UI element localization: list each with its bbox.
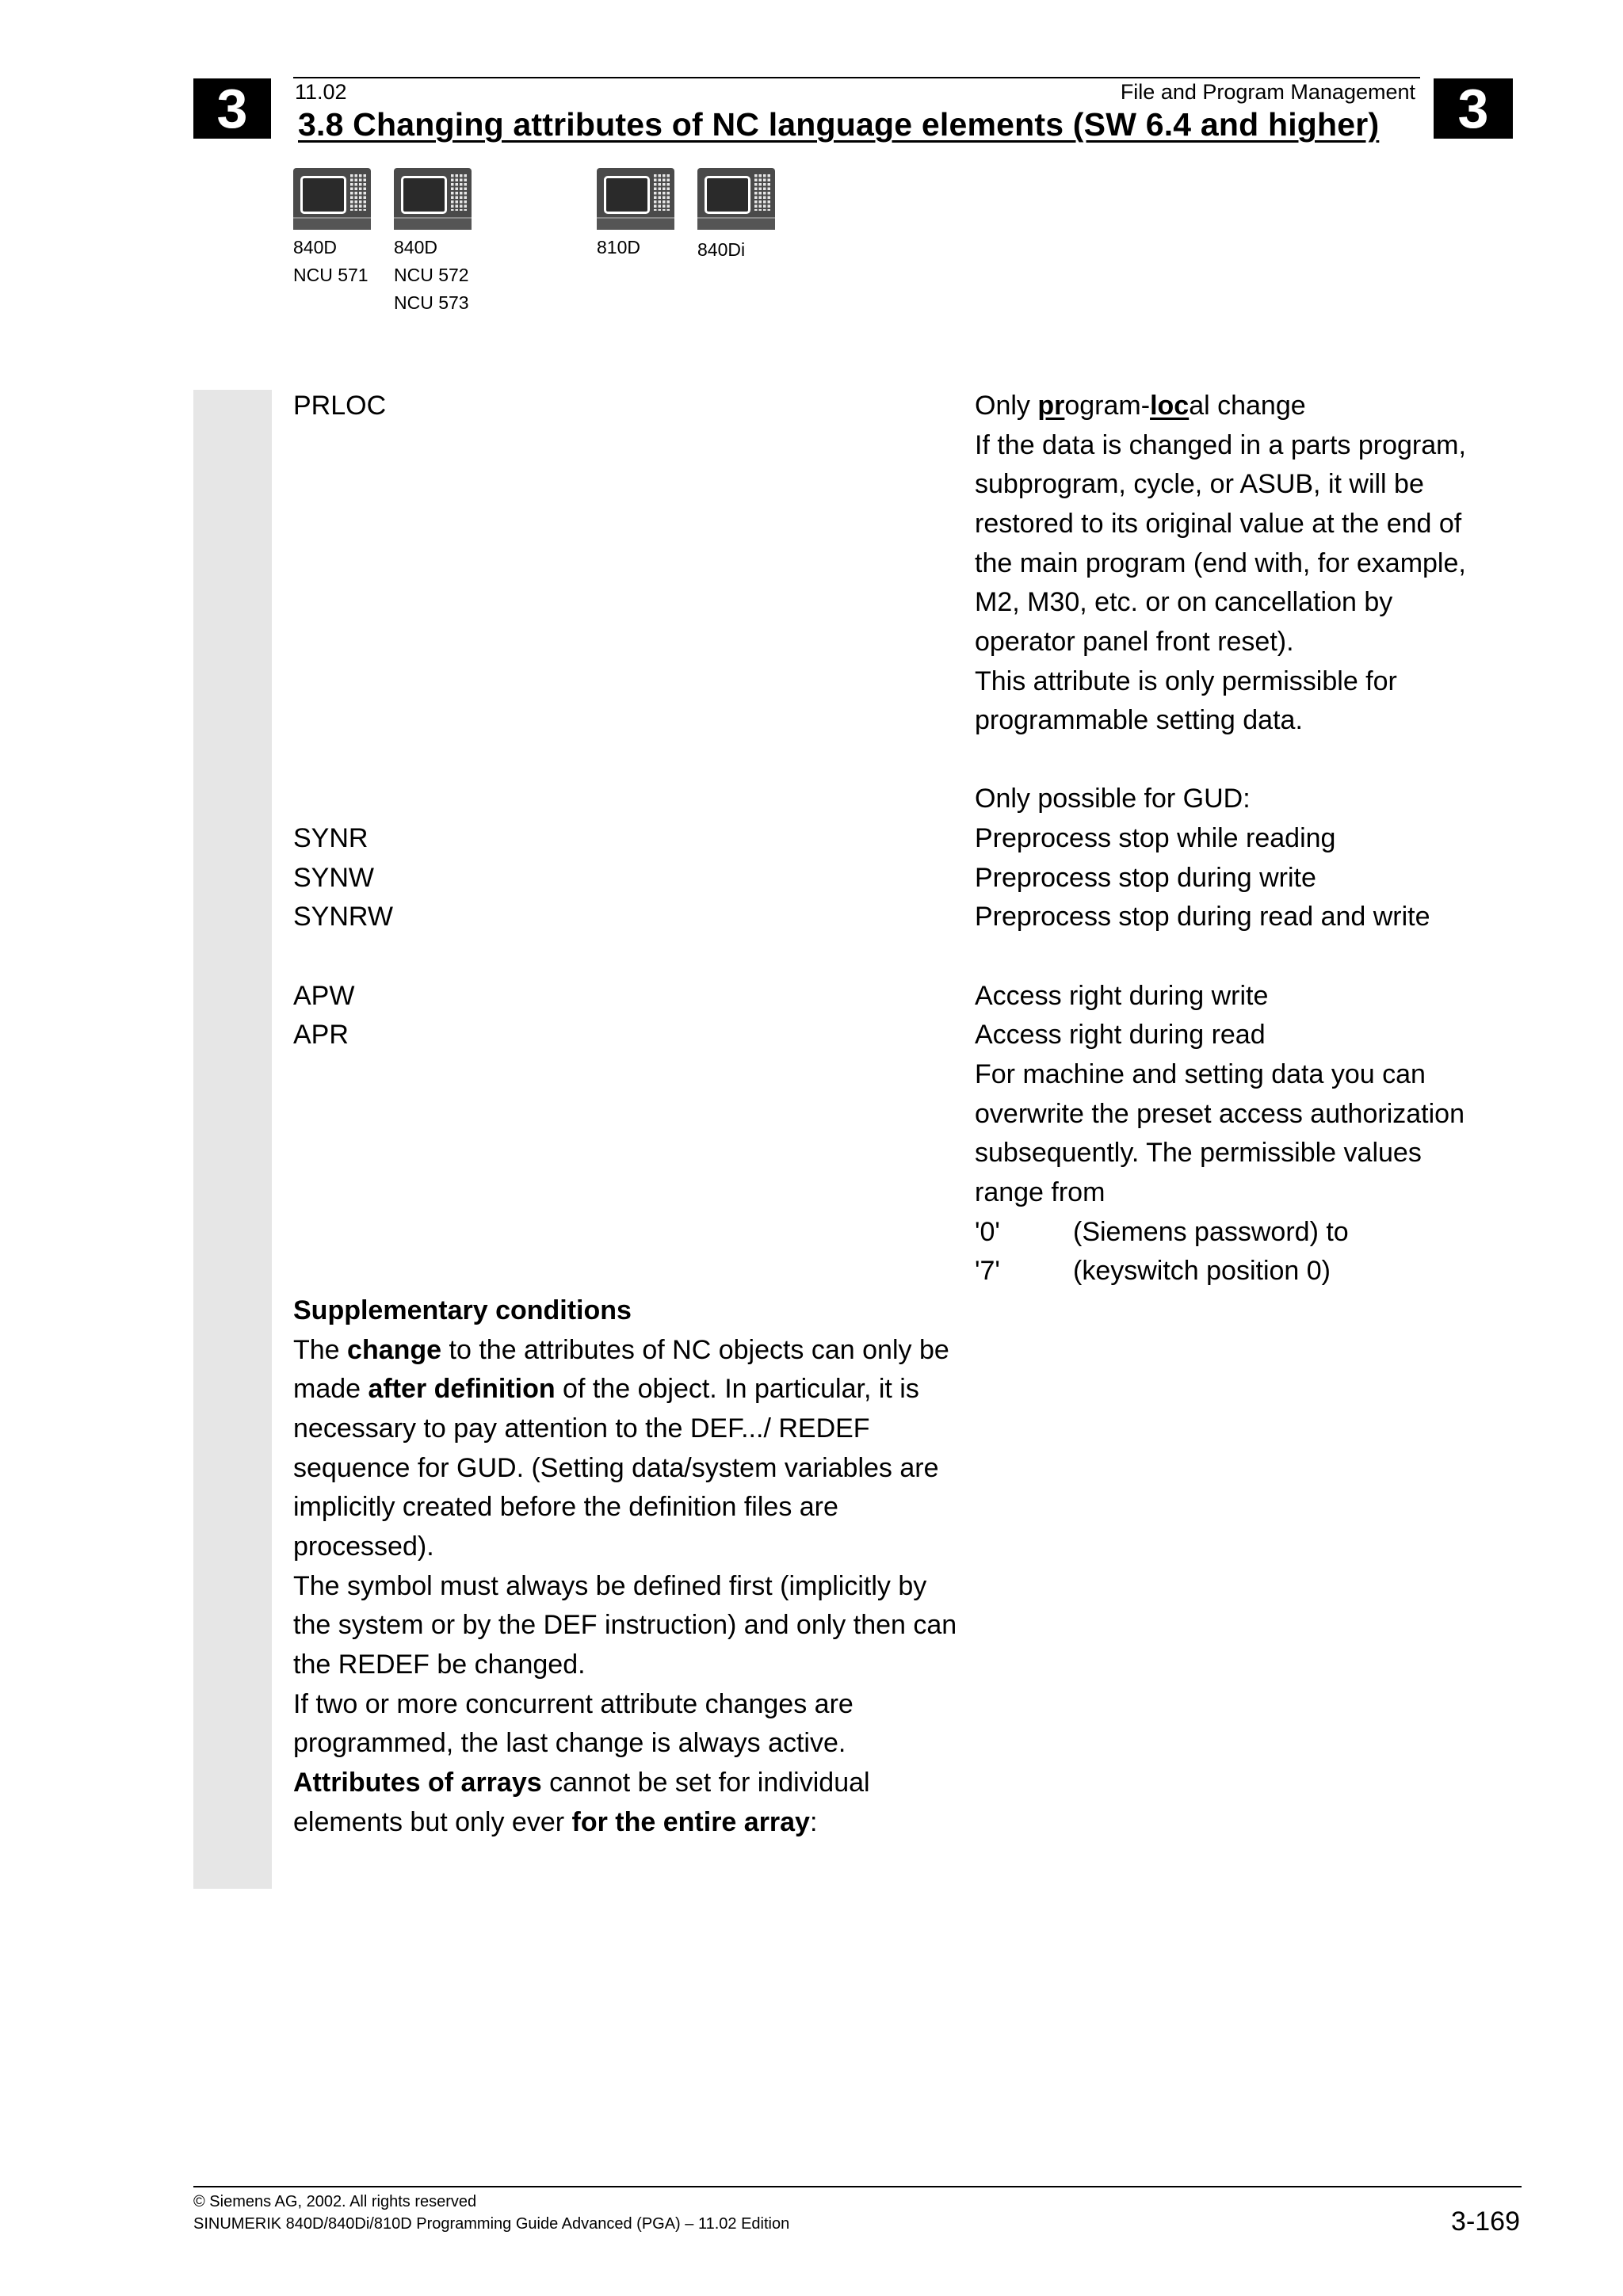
term-synrw: SYNRW bbox=[293, 902, 393, 932]
chapter-badge-right: 3 bbox=[1434, 78, 1513, 139]
supplementary-line: sequence for GUD. (Setting data/system variables are bbox=[293, 1453, 939, 1483]
control-label: 810D bbox=[597, 237, 640, 257]
prloc-body-line: M2, M30, etc. or on cancellation by bbox=[975, 587, 1393, 617]
prloc-body-line: the main program (end with, for example, bbox=[975, 548, 1466, 578]
prloc-body-line: programmable setting data. bbox=[975, 705, 1303, 735]
control-panel-icon bbox=[697, 168, 775, 230]
prloc-body-line: subprogram, cycle, or ASUB, it will be bbox=[975, 469, 1424, 499]
control-panel-icon bbox=[394, 168, 472, 230]
supplementary-line: The symbol must always be defined first (implicitly by bbox=[293, 1571, 927, 1601]
header-rule bbox=[293, 77, 1420, 78]
access-value-desc: (Siemens password) to bbox=[1073, 1217, 1349, 1247]
supplementary-line: programmed, the last change is always active. bbox=[293, 1728, 846, 1758]
term-apr: APR bbox=[293, 1020, 349, 1050]
prloc-body-line: restored to its original value at the end of bbox=[975, 509, 1462, 539]
page-title: 3.8 Changing attributes of NC language elements (SW 6.4 and higher) bbox=[298, 106, 1380, 143]
control-panel-icon bbox=[293, 168, 371, 230]
prloc-body-line: This attribute is only permissible for bbox=[975, 666, 1397, 696]
supplementary-line: Attributes of arrays cannot be set for individual bbox=[293, 1768, 870, 1798]
access-body-line: For machine and setting data you can bbox=[975, 1059, 1426, 1089]
supplementary-line: the REDEF be changed. bbox=[293, 1650, 586, 1680]
access-value: '7' bbox=[975, 1256, 1000, 1286]
access-body-line: range from bbox=[975, 1177, 1106, 1207]
control-label: 840D NCU 572 NCU 573 bbox=[394, 237, 469, 313]
page-number: 3-169 bbox=[1451, 2206, 1520, 2237]
header-section-category: File and Program Management bbox=[1120, 80, 1415, 104]
supplementary-line: implicitly created before the definition files are bbox=[293, 1492, 838, 1522]
footer-copyright: © Siemens AG, 2002. All rights reserved bbox=[193, 2193, 477, 2210]
access-value: '0' bbox=[975, 1217, 1000, 1247]
desc-synrw: Preprocess stop during read and write bbox=[975, 902, 1430, 932]
control-label: 840Di bbox=[697, 239, 746, 260]
term-prloc: PRLOC bbox=[293, 391, 387, 421]
term-synr: SYNR bbox=[293, 823, 369, 853]
header-date: 11.02 bbox=[295, 80, 347, 104]
prloc-body-line: operator panel front reset). bbox=[975, 627, 1294, 657]
footer-rule bbox=[193, 2186, 1522, 2187]
chapter-badge-left: 3 bbox=[193, 78, 271, 139]
supplementary-heading: Supplementary conditions bbox=[293, 1295, 632, 1325]
footer-document-title: SINUMERIK 840D/840Di/810D Programming Guide Advanced (PGA) – 11.02 Edition bbox=[193, 2215, 790, 2233]
access-body-line: subsequently. The permissible values bbox=[975, 1138, 1422, 1168]
supplementary-line: the system or by the DEF instruction) and only then can bbox=[293, 1610, 957, 1640]
supplementary-line: necessary to pay attention to the DEF.../ REDEF bbox=[293, 1413, 870, 1444]
desc-apw: Access right during write bbox=[975, 981, 1269, 1011]
term-apw: APW bbox=[293, 981, 355, 1011]
gud-note: Only possible for GUD: bbox=[975, 784, 1251, 814]
supplementary-line: made after definition of the object. In particular, it is bbox=[293, 1374, 919, 1404]
margin-bar bbox=[193, 390, 272, 1889]
desc-synr: Preprocess stop while reading bbox=[975, 823, 1336, 853]
control-label: 840D NCU 571 bbox=[293, 237, 369, 285]
supplementary-line: The change to the attributes of NC objects can only be bbox=[293, 1335, 949, 1365]
supplementary-line: elements but only ever for the entire array: bbox=[293, 1807, 818, 1837]
supplementary-line: processed). bbox=[293, 1531, 434, 1562]
control-panel-icon bbox=[597, 168, 674, 230]
access-value-desc: (keyswitch position 0) bbox=[1073, 1256, 1331, 1286]
desc-apr: Access right during read bbox=[975, 1020, 1266, 1050]
prloc-body-line: If the data is changed in a parts program, bbox=[975, 430, 1466, 460]
supplementary-line: If two or more concurrent attribute changes are bbox=[293, 1689, 854, 1719]
prloc-heading: Only program-local change bbox=[975, 391, 1306, 421]
access-body-line: overwrite the preset access authorization bbox=[975, 1099, 1465, 1129]
term-synw: SYNW bbox=[293, 863, 374, 893]
desc-synw: Preprocess stop during write bbox=[975, 863, 1316, 893]
